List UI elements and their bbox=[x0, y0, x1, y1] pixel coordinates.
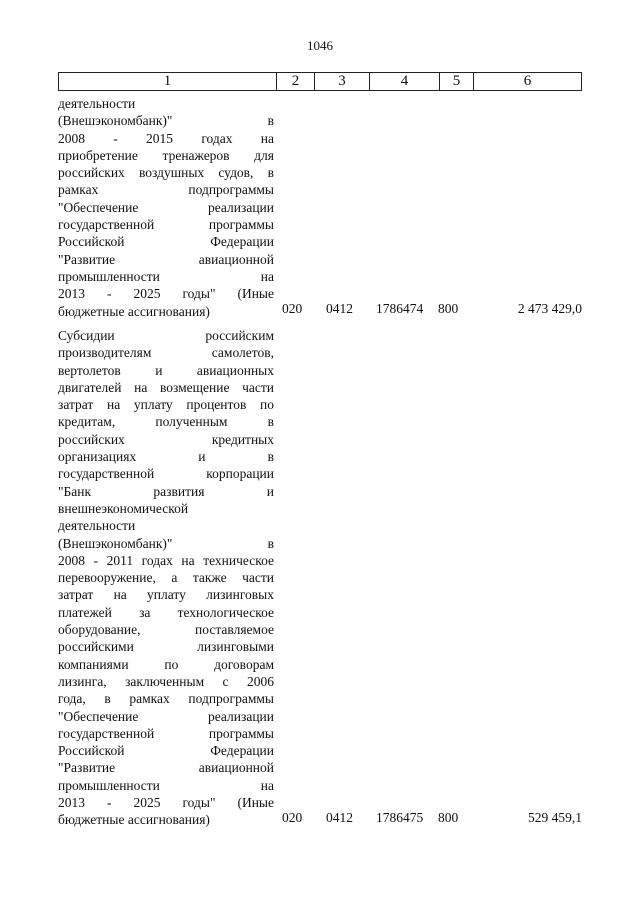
table-header bbox=[58, 72, 582, 91]
description-line: рамках подпрограммы bbox=[58, 182, 274, 198]
description-line: внешнеэкономической bbox=[58, 500, 189, 516]
expense-type-code: 800 bbox=[438, 810, 459, 825]
description-line: приобретение тренажеров для bbox=[58, 147, 274, 163]
description-line: государственной программы bbox=[58, 217, 274, 233]
description-line: платежей за технологическое bbox=[58, 604, 274, 620]
header-col-3: 3 bbox=[315, 73, 370, 90]
description-line: промышленности на bbox=[58, 268, 274, 284]
description-line: государственной программы bbox=[58, 725, 274, 741]
description-line: 2008 - 2015 годах на bbox=[58, 130, 274, 146]
admin-code: 020 bbox=[282, 301, 303, 316]
description-line: российских кредитных bbox=[58, 431, 274, 447]
description-line: затрат на уплату лизинговых bbox=[58, 587, 274, 603]
description-line: "Банк развития и bbox=[58, 483, 274, 499]
description-line: (Внешэкономбанк)" в bbox=[58, 535, 274, 551]
description-line: 2008 - 2011 годах на техническое bbox=[58, 552, 274, 568]
header-col-2: 2 bbox=[277, 73, 315, 90]
amount: 2 473 429,0 bbox=[517, 301, 582, 316]
description-line: компаниями по договорам bbox=[58, 656, 274, 672]
description-line: бюджетные ассигнования) bbox=[58, 812, 210, 828]
header-col-5: 5 bbox=[440, 73, 474, 90]
description-line: бюджетные ассигнования) bbox=[58, 303, 210, 319]
table-row bbox=[58, 327, 582, 829]
description-line: вертолетов и авиационных bbox=[58, 362, 274, 378]
row-description bbox=[58, 95, 274, 320]
description-line: года, в рамках подпрограммы bbox=[58, 691, 274, 707]
description-line: Субсидии российским bbox=[58, 328, 274, 343]
description-line: (Внешэкономбанк)" в bbox=[58, 113, 274, 129]
admin-code: 020 bbox=[282, 810, 303, 825]
description-line: "Развитие авиационной bbox=[58, 251, 274, 267]
header-col-1: 1 bbox=[59, 73, 277, 90]
description-line: оборудование, поставляемое bbox=[58, 622, 274, 638]
section-code: 0412 bbox=[326, 301, 353, 316]
description-line: Российской Федерации bbox=[58, 234, 274, 250]
section-code: 0412 bbox=[326, 810, 353, 825]
table-row bbox=[58, 95, 582, 320]
description-line: 2013 - 2025 годы" (Иные bbox=[58, 795, 274, 811]
description-line: 2013 - 2025 годы" (Иные bbox=[58, 286, 274, 302]
description-line: "Обеспечение реализации bbox=[58, 708, 274, 724]
description-line: кредитам, полученным в bbox=[58, 414, 274, 430]
amount: 529 459,1 bbox=[528, 810, 582, 825]
description-line: Российской Федерации bbox=[58, 743, 274, 759]
description-line: деятельности bbox=[58, 96, 136, 111]
header-col-6: 6 bbox=[523, 73, 532, 89]
description-line: "Развитие авиационной bbox=[58, 760, 274, 776]
page-number: 1046 bbox=[307, 38, 333, 53]
description-line: двигателей на возмещение части bbox=[58, 379, 274, 395]
description-line: затрат на уплату процентов по bbox=[58, 397, 274, 413]
description-line: российских воздушных судов, в bbox=[58, 165, 274, 181]
description-line: деятельности bbox=[58, 518, 136, 534]
description-line: перевооружение, а также части bbox=[58, 570, 274, 586]
expense-type-code: 800 bbox=[438, 301, 459, 316]
description-line: государственной корпорации bbox=[58, 466, 274, 482]
target-article-code: 1786474 bbox=[376, 301, 424, 316]
description-line: российскими лизинговыми bbox=[58, 639, 274, 655]
description-line: лизинга, заключенным с 2006 bbox=[58, 673, 274, 689]
row-description bbox=[58, 327, 274, 829]
header-col-4: 4 bbox=[370, 73, 440, 90]
target-article-code: 1786475 bbox=[376, 810, 424, 825]
description-line: производителям самолетов, bbox=[58, 345, 274, 361]
description-line: "Обеспечение реализации bbox=[58, 199, 274, 215]
description-line: организациях и в bbox=[58, 449, 274, 465]
description-line: промышленности на bbox=[58, 777, 274, 793]
